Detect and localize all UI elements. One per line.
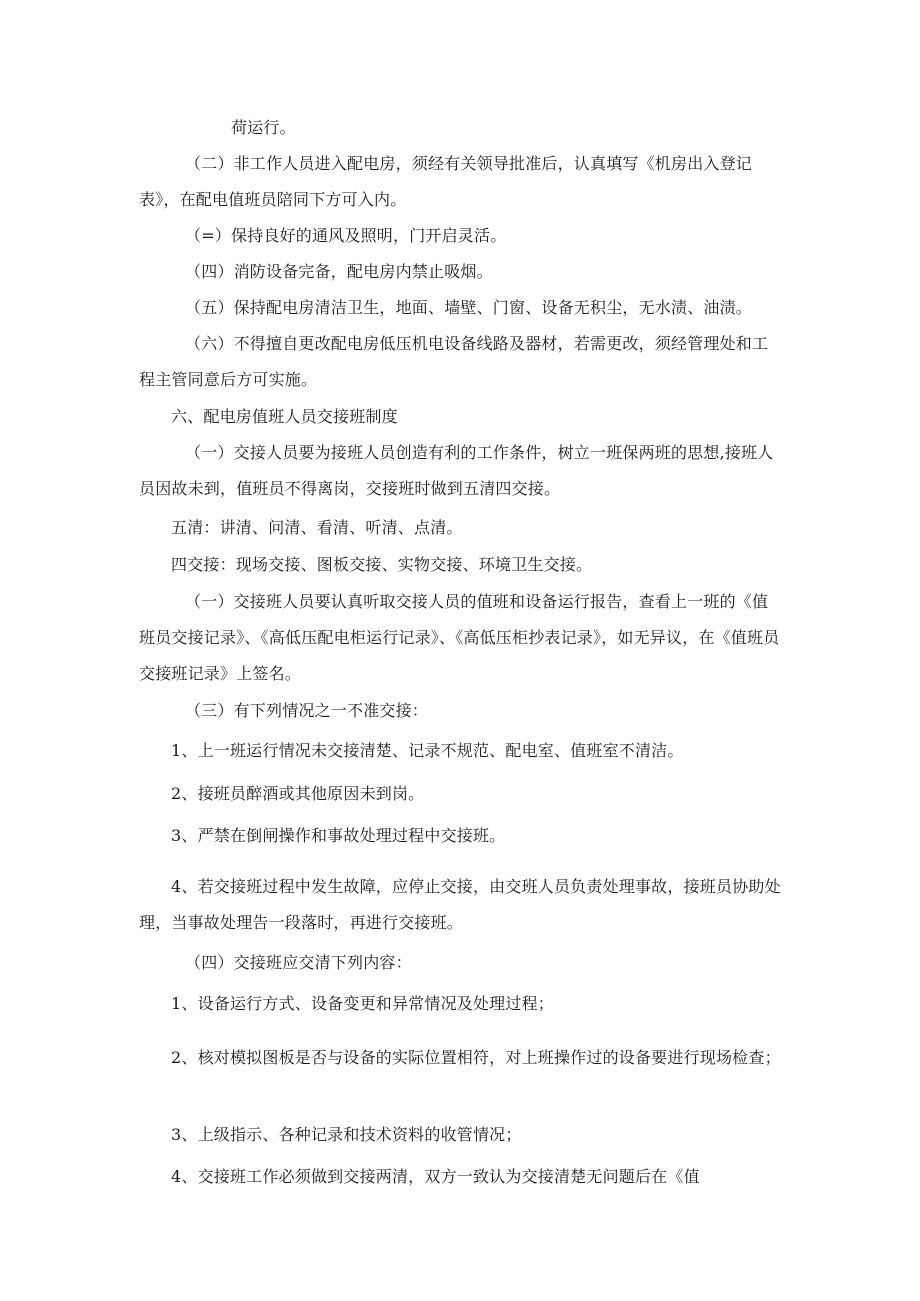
content-item-1: 1、设备运行方式、设备变更和异常情况及处理过程； [171, 994, 554, 1013]
paragraph-five-clear: 五清：讲清、问清、看清、听清、点清。 [171, 518, 463, 537]
paragraph-item-3-conditions: （三）有下列情况之一不准交接： [185, 701, 429, 720]
paragraph-item-2-entry: （二）非工作人员进入配电房，须经有关领导批准后，认真填写《机房出入登记表》，在配电值班员陪同下方可入内。 [139, 154, 753, 209]
section-heading: 六、配电房值班人员交接班制度 [171, 407, 398, 426]
list-item-1: 1、上一班运行情况未交接清楚、记录不规范、配电室、值班室不清洁。 [171, 741, 684, 760]
content-item-4: 4、交接班工作必须做到交接两清，双方一致认为交接清楚无问题后在《值 [171, 1167, 700, 1186]
paragraph-item-5-cleanliness: （五）保持配电房清洁卫生，地面、墙壁、门窗、设备无积尘，无水渍、油渍。 [185, 298, 753, 317]
paragraph-four-handover: 四交接：现场交接、图板交接、实物交接、环境卫生交接。 [171, 555, 593, 574]
paragraph-handover-1: （一）交接人员要为接班人员创造有利的工作条件，树立一班保两班的思想,接班人员因故未到，值班员不得离岗，交接班时做到五清四交接。 [139, 443, 774, 498]
list-item-3: 3、严禁在倒闸操作和事故处理过程中交接班。 [171, 826, 506, 845]
content-item-2: 2、核对模拟图板是否与设备的实际位置相符，对上班操作过的设备要进行现场检查； [171, 1048, 781, 1067]
paragraph-item-3-ventilation: （=）保持良好的通风及照明，门开启灵活。 [185, 226, 507, 245]
paragraph-item-4-fire: （四）消防设备完备，配电房内禁止吸烟。 [185, 262, 493, 281]
paragraph-item-6-modification: （六）不得擅自更改配电房低压机电设备线路及器材，若需更改，须经管理处和工程主管同意后方可实施。 [139, 334, 769, 389]
content-item-3: 3、上级指示、各种记录和技术资料的收管情况； [171, 1125, 522, 1144]
paragraph-continuation: 荷运行。 [231, 118, 296, 137]
paragraph-item-4-contents: （四）交接班应交清下列内容： [185, 953, 412, 972]
list-item-2: 2、接班员醉酒或其他原因未到岗。 [171, 784, 425, 803]
list-item-4: 4、若交接班过程中发生故障，应停止交接，由交班人员负责处理事故，接班员协助处理，当事故处理告一段落时，再进行交接班。 [139, 877, 781, 932]
paragraph-handover-2: （一）交接班人员要认真听取交接人员的值班和设备运行报告，查看上一班的《值班员交接记录》、《高低压配电柜运行记录》、《高低压柜抄表记录》，如无异议，在《值班员交接班记录》上签名。 [139, 592, 780, 683]
